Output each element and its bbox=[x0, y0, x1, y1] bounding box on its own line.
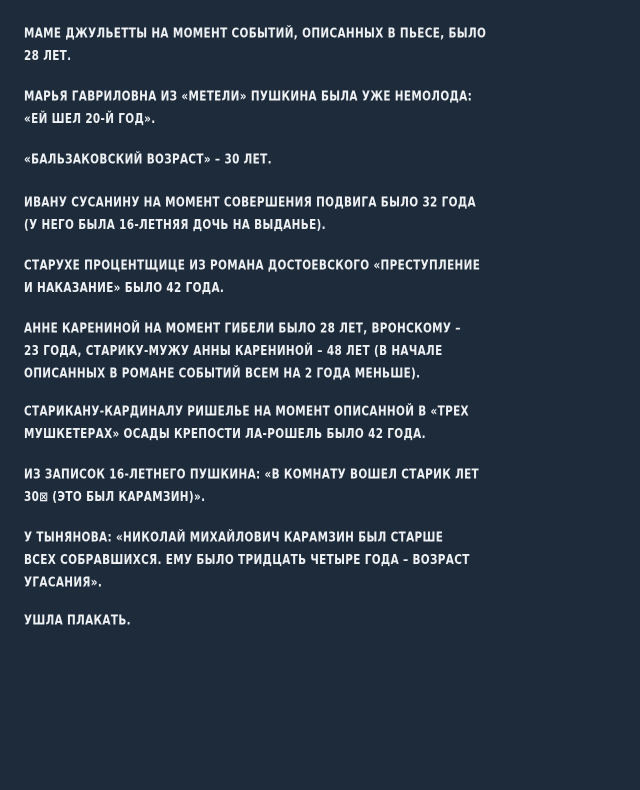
paragraph-went-to-cry: УШЛА ПЛАКАТЬ. bbox=[24, 612, 131, 629]
paragraph-balzac-age: «БАЛЬЗАКОВСКИЙ ВОЗРАСТ» – 30 ЛЕТ. bbox=[24, 151, 272, 168]
paragraph-anna-karenina: АННЕ КАРЕНИНОЙ НА МОМЕНТ ГИБЕЛИ БЫЛО 28 ЛЕТ, ВРОНСКОМУ – 23 ГОДА, СТАРИКУ-МУЖУ АННЫ КАРЕНИНОЙ – 48 ЛЕТ (В НАЧАЛЕ ОПИСАННЫХ В РОМАНЕ СОБЫТИЙ ВСЕМ НА 2 ГОДА МЕНЬШЕ). bbox=[24, 320, 461, 381]
paragraph-tynyanov: У ТЫНЯНОВА: «НИКОЛАЙ МИХАЙЛОВИЧ КАРАМЗИН БЫЛ СТАРШЕ ВСЕХ СОБРАВШИХСЯ. ЕМУ БЫЛО ТРИДЦАТЬ ЧЕТЫРЕ ГОДА – ВОЗРАСТ УГАСАНИЯ». bbox=[24, 529, 470, 590]
paragraph-richelieu: СТАРИКАНУ-КАРДИНАЛУ РИШЕЛЬЕ НА МОМЕНТ ОПИСАННОЙ В «ТРЕХ МУШКЕТЕРАХ» ОСАДЫ КРЕПОСТИ ЛА-РОШЕЛЬ БЫЛО 42 ГОДА. bbox=[24, 403, 469, 442]
paragraph-ivan-susanin: ИВАНУ СУСАНИНУ НА МОМЕНТ СОВЕРШЕНИЯ ПОДВИГА БЫЛО 32 ГОДА (У НЕГО БЫЛА 16-ЛЕТНЯЯ ДОЧЬ НА ВЫДАНЬЕ). bbox=[24, 194, 476, 233]
paragraph-marya-gavrilovna: МАРЬЯ ГАВРИЛОВНА ИЗ «МЕТЕЛИ» ПУШКИНА БЫЛА УЖЕ НЕМОЛОДА: «ЕЙ ШЕЛ 20-Й ГОД». bbox=[24, 88, 473, 127]
paragraph-pushkin-notes: ИЗ ЗАПИСОК 16-ЛЕТНЕГО ПУШКИНА: «В КОМНАТУ ВОШЕЛ СТАРИК ЛЕТ 30⊠ (ЭТО БЫЛ КАРАМЗИН)». bbox=[24, 466, 480, 505]
paragraph-juliet-mother: МАМЕ ДЖУЛЬЕТТЫ НА МОМЕНТ СОБЫТИЙ, ОПИСАННЫХ В ПЬЕСЕ, БЫЛО 28 ЛЕТ. bbox=[24, 25, 487, 64]
paragraph-pawnbroker: СТАРУХЕ ПРОЦЕНТЩИЦЕ ИЗ РОМАНА ДОСТОЕВСКОГО «ПРЕСТУПЛЕНИЕ И НАКАЗАНИЕ» БЫЛО 42 ГОДА. bbox=[24, 257, 481, 296]
